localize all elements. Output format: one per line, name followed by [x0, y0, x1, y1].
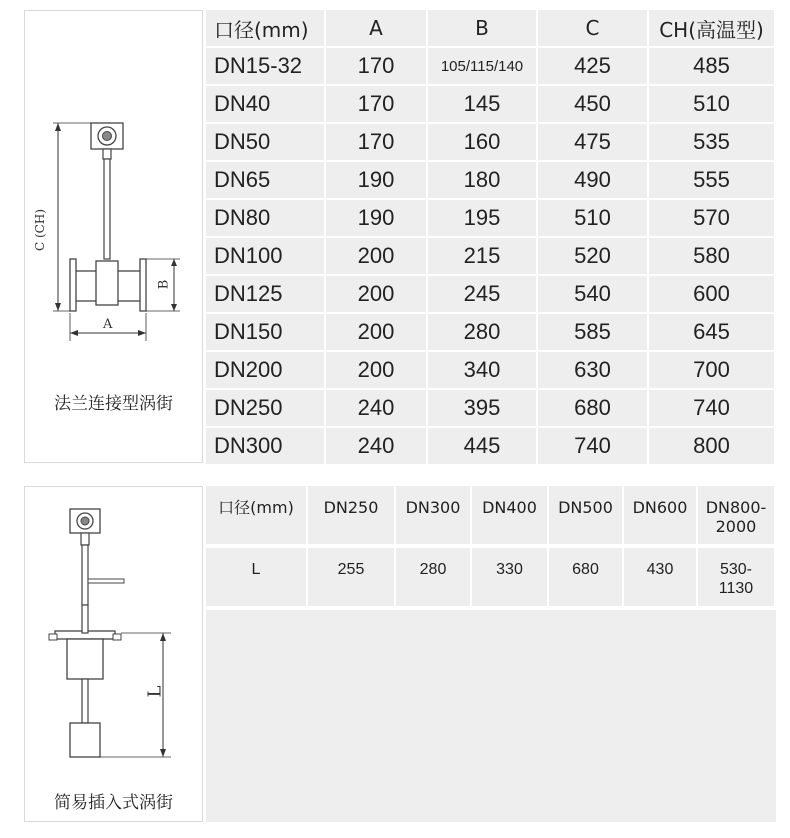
table1-cell: 535 [649, 124, 774, 160]
table1-cell: DN125 [206, 276, 324, 312]
table1-cell: 740 [538, 428, 647, 464]
table1-cell: 280 [428, 314, 536, 350]
table1-cell: DN200 [206, 352, 324, 388]
table1-cell: 580 [649, 238, 774, 274]
table1-cell: DN250 [206, 390, 324, 426]
table2-header-cell: DN400 [472, 486, 547, 544]
insertion-diagram-box [24, 486, 203, 822]
table1-cell: DN15-32 [206, 48, 324, 84]
table1-cell: 180 [428, 162, 536, 198]
table1-cell: 200 [326, 238, 426, 274]
table1-cell: 645 [649, 314, 774, 350]
table1-cell: 585 [538, 314, 647, 350]
table2-header-cell: DN250 [308, 486, 394, 544]
label-c-ch: C (CH) [33, 208, 48, 252]
table1-cell: DN100 [206, 238, 324, 274]
table1-header-cell: CH(高温型) [649, 10, 774, 46]
table2-header-cell: DN300 [396, 486, 470, 544]
table1-cell: 170 [326, 86, 426, 122]
table1-cell: 190 [326, 162, 426, 198]
label-b: B [156, 279, 172, 290]
table1-cell: 450 [538, 86, 647, 122]
table1-cell: 445 [428, 428, 536, 464]
table1-cell: 800 [649, 428, 774, 464]
table1-cell: DN65 [206, 162, 324, 198]
table2-header-cell: DN600 [624, 486, 696, 544]
table1-cell: DN150 [206, 314, 324, 350]
table2-cell: 530- 1130 [698, 548, 774, 606]
table1-cell: 600 [649, 276, 774, 312]
table1-cell: 240 [326, 428, 426, 464]
table1-header-cell: B [428, 10, 536, 46]
table-filler [206, 610, 776, 822]
table1-cell: 240 [326, 390, 426, 426]
table1-cell: 510 [538, 200, 647, 236]
table2-cell: 330 [472, 548, 547, 606]
table1-cell: 200 [326, 352, 426, 388]
table1-cell: 200 [326, 314, 426, 350]
table1-cell: DN50 [206, 124, 324, 160]
table1-cell: 570 [649, 200, 774, 236]
table1-cell: DN300 [206, 428, 324, 464]
table2-cell: 680 [549, 548, 622, 606]
table1-cell: 510 [649, 86, 774, 122]
table1-cell: 190 [326, 200, 426, 236]
table1-cell: 485 [649, 48, 774, 84]
table2-header-cell: DN800- 2000 [698, 486, 774, 544]
table1-cell: 245 [428, 276, 536, 312]
table1-cell: 425 [538, 48, 647, 84]
table1-cell: 105/115/140 [428, 48, 536, 84]
table1-cell: 520 [538, 238, 647, 274]
table2-cell: L [206, 548, 306, 606]
table1-cell: 630 [538, 352, 647, 388]
table1-cell: 200 [326, 276, 426, 312]
table1-cell: 395 [428, 390, 536, 426]
label-l: L [144, 685, 166, 698]
table2-cell: 280 [396, 548, 470, 606]
table1-cell: 170 [326, 124, 426, 160]
table1-header-cell: 口径(mm) [206, 10, 324, 46]
table1-cell: 215 [428, 238, 536, 274]
table1-cell: 170 [326, 48, 426, 84]
table1-cell: 740 [649, 390, 774, 426]
flange-caption: 法兰连接型涡街 [54, 394, 173, 414]
table1-cell: 160 [428, 124, 536, 160]
table1-cell: 680 [538, 390, 647, 426]
table1-cell: 490 [538, 162, 647, 198]
table1-cell: 700 [649, 352, 774, 388]
insertion-caption: 简易插入式涡街 [54, 793, 173, 813]
table2-cell: 430 [624, 548, 696, 606]
table1-cell: DN40 [206, 86, 324, 122]
table1-header-cell: A [326, 10, 426, 46]
insertion-vortex-diagram [25, 487, 204, 823]
label-a: A [103, 317, 113, 332]
table1-cell: 555 [649, 162, 774, 198]
table2-header-cell: DN500 [549, 486, 622, 544]
table1-cell: DN80 [206, 200, 324, 236]
table2-cell: 255 [308, 548, 394, 606]
table2-header-cell: 口径(mm) [206, 486, 306, 544]
table1-cell: 475 [538, 124, 647, 160]
table1-cell: 340 [428, 352, 536, 388]
table1-cell: 540 [538, 276, 647, 312]
table1-cell: 145 [428, 86, 536, 122]
table1-cell: 195 [428, 200, 536, 236]
table1-header-cell: C [538, 10, 647, 46]
